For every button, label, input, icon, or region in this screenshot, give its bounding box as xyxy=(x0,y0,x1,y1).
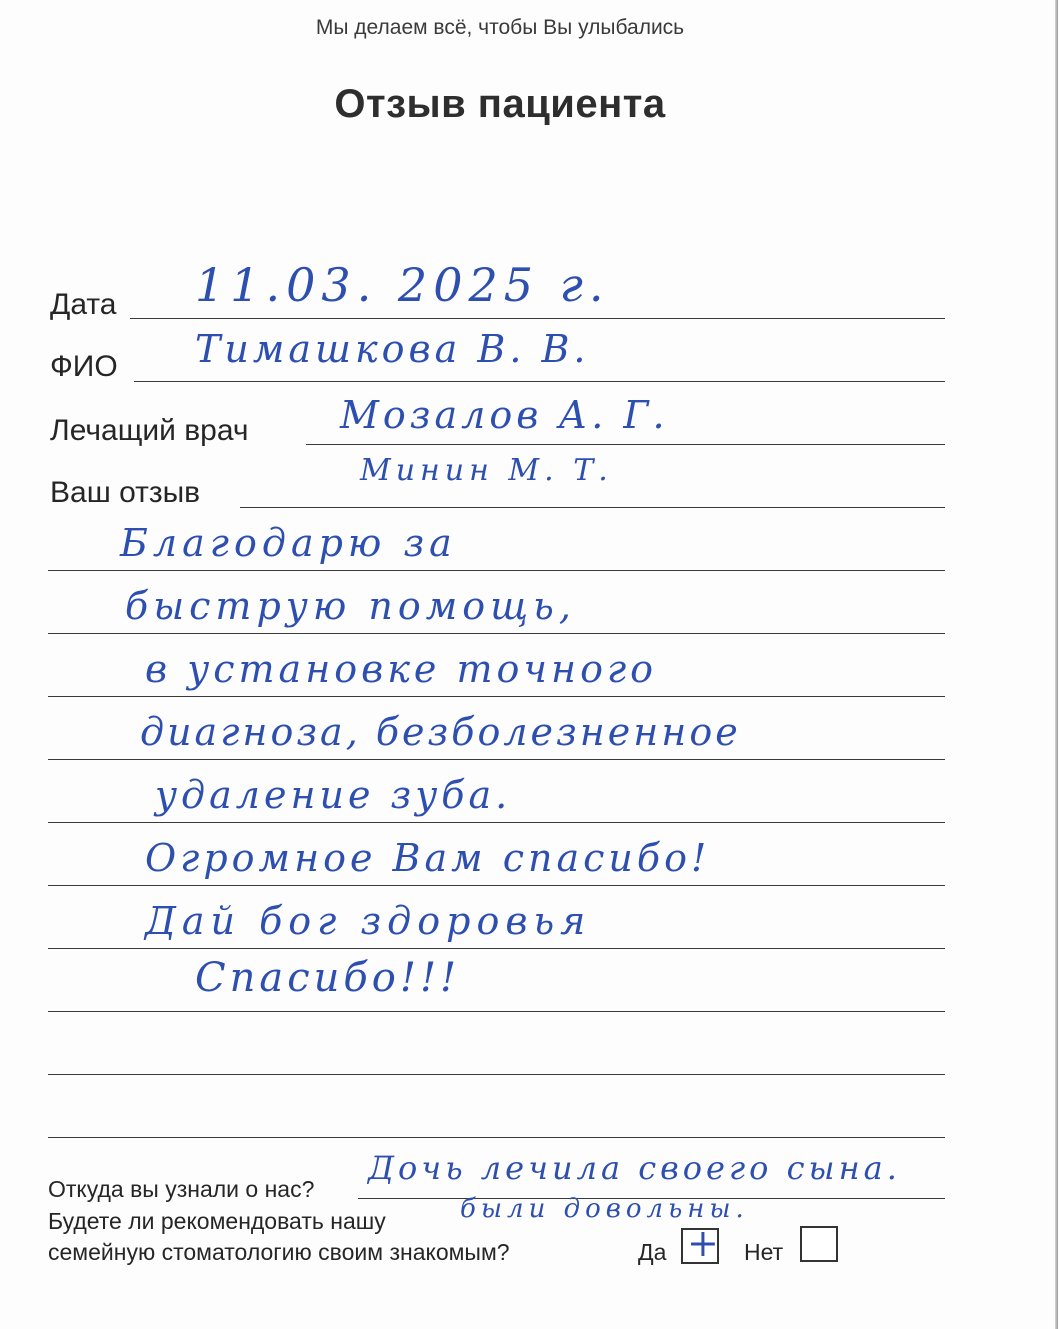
tagline: Мы делаем всё, чтобы Вы улыбались xyxy=(315,16,685,39)
no-label: Нет xyxy=(744,1239,784,1265)
fio-label: ФИО xyxy=(50,350,118,383)
doctor-line xyxy=(306,444,945,445)
source-question: Откуда вы узнали о нас? xyxy=(48,1176,315,1202)
review-line-9 xyxy=(48,1074,945,1075)
source-handwriting: Дочь лечила своего сына. xyxy=(368,1149,901,1187)
page-title: Отзыв пациента xyxy=(334,82,666,126)
doctor-handwriting: Мозалов А. Г. xyxy=(340,393,669,437)
date-label: Дата xyxy=(50,288,117,321)
review-text-5: удаление зуба. xyxy=(155,773,512,817)
review-line-5 xyxy=(48,822,945,823)
no-checkbox[interactable] xyxy=(800,1226,838,1262)
fio-line xyxy=(134,381,945,382)
source-handwriting-2: были довольны. xyxy=(460,1194,749,1224)
scan-edge xyxy=(1055,0,1058,1329)
yes-checkbox[interactable] xyxy=(681,1221,719,1265)
recommend-question-line1: Будете ли рекомендовать нашу xyxy=(48,1208,386,1234)
recommend-question-line2: семейную стоматологию своим знакомым? xyxy=(48,1239,510,1265)
review-text-3: в установке точного xyxy=(145,647,658,691)
review-line-7 xyxy=(48,948,945,949)
review-text-7: Дай бог здоровья xyxy=(145,899,592,943)
yes-label: Да xyxy=(638,1239,667,1265)
review-line-6 xyxy=(48,885,945,886)
date-line xyxy=(130,318,945,319)
doctor2-handwriting: Минин М. Т. xyxy=(360,453,613,488)
review-label: Ваш отзыв xyxy=(50,476,201,509)
review-line-4 xyxy=(48,759,945,760)
review-line-3 xyxy=(48,696,945,697)
review-line-1 xyxy=(48,570,945,571)
review-line-2 xyxy=(48,633,945,634)
fio-handwriting: Тимашкова В. В. xyxy=(195,327,590,371)
review-text-4: диагноза, безболезненное xyxy=(140,710,741,754)
review-line-8 xyxy=(48,1011,945,1012)
review-text-6: Огромное Вам спасибо! xyxy=(145,836,711,880)
yes-check-mark: + xyxy=(687,1221,719,1265)
doctor-label: Лечащий врач xyxy=(50,414,249,447)
review-line-0 xyxy=(240,507,945,508)
review-text-8: Спасибо!!! xyxy=(195,955,461,1001)
review-text-2: быструю помощь, xyxy=(125,584,576,628)
date-handwriting: 11.03. 2025 г. xyxy=(195,258,610,312)
review-text-1: Благодарю за xyxy=(120,521,457,565)
review-line-10 xyxy=(48,1137,945,1138)
